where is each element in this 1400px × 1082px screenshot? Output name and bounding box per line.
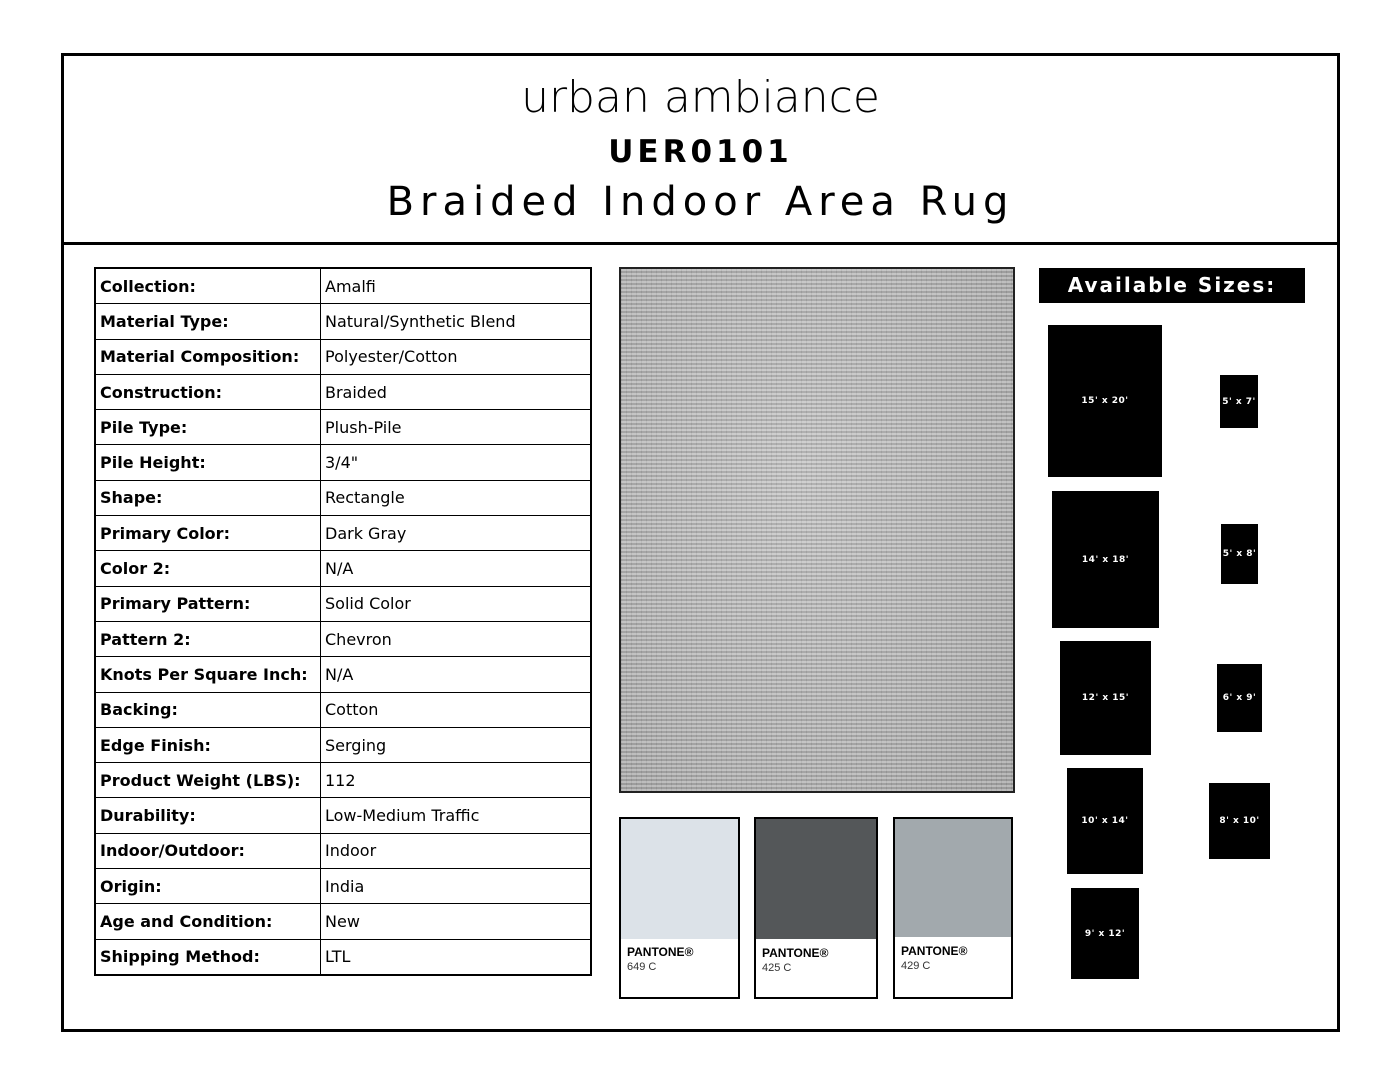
swatch-code: 429 C	[901, 960, 931, 972]
size-5x8: 5' x 8'	[1221, 524, 1258, 584]
spec-value: Cotton	[321, 692, 592, 727]
spec-value: N/A	[321, 657, 592, 692]
swatch-brand: PANTONE®	[762, 946, 829, 960]
available-sizes-title: Available Sizes:	[1039, 268, 1305, 303]
swatch-code: 649 C	[627, 961, 657, 973]
table-row	[95, 480, 591, 515]
size-6x9: 6' x 9'	[1217, 664, 1262, 732]
size-10x14: 10' x 14'	[1067, 768, 1143, 874]
spec-label: Shipping Method:	[95, 939, 321, 975]
spec-label: Pile Height:	[95, 445, 321, 480]
table-row	[95, 621, 591, 656]
spec-label: Material Composition:	[95, 339, 321, 374]
size-8x10: 8' x 10'	[1209, 783, 1270, 859]
table-row	[95, 374, 591, 409]
spec-label: Product Weight (LBS):	[95, 763, 321, 798]
spec-sheet-frame	[61, 53, 1340, 1032]
size-14x18: 14' x 18'	[1052, 491, 1159, 628]
table-row	[95, 727, 591, 762]
table-row	[95, 869, 591, 904]
table-row	[95, 657, 591, 692]
swatch-429c	[893, 817, 1013, 999]
table-row	[95, 445, 591, 480]
specs-table	[94, 267, 592, 976]
table-row	[95, 904, 591, 939]
spec-label: Primary Pattern:	[95, 586, 321, 621]
spec-value: Low-Medium Traffic	[321, 798, 592, 833]
swatch-color-chip	[756, 819, 876, 939]
spec-value: N/A	[321, 551, 592, 586]
spec-label: Knots Per Square Inch:	[95, 657, 321, 692]
spec-label: Color 2:	[95, 551, 321, 586]
spec-value: Plush-Pile	[321, 410, 592, 445]
table-row	[95, 798, 591, 833]
rug-image	[619, 267, 1015, 793]
swatch-color-chip	[895, 819, 1011, 937]
spec-label: Backing:	[95, 692, 321, 727]
spec-value: New	[321, 904, 592, 939]
spec-value: Natural/Synthetic Blend	[321, 304, 592, 339]
spec-label: Durability:	[95, 798, 321, 833]
spec-value: Dark Gray	[321, 516, 592, 551]
table-row	[95, 551, 591, 586]
spec-value: India	[321, 869, 592, 904]
table-row	[95, 268, 591, 304]
size-15x20: 15' x 20'	[1048, 325, 1162, 477]
spec-value: Serging	[321, 727, 592, 762]
size-5x7: 5' x 7'	[1220, 375, 1258, 428]
table-row	[95, 516, 591, 551]
size-12x15: 12' x 15'	[1060, 641, 1151, 755]
table-row	[95, 410, 591, 445]
spec-label: Material Type:	[95, 304, 321, 339]
spec-label: Age and Condition:	[95, 904, 321, 939]
product-name: Braided Indoor Area Rug	[386, 179, 1015, 225]
swatch-425c	[754, 817, 878, 999]
swatch-code: 425 C	[762, 962, 792, 974]
spec-label: Collection:	[95, 268, 321, 304]
spec-label: Origin:	[95, 869, 321, 904]
spec-label: Primary Color:	[95, 516, 321, 551]
table-row	[95, 304, 591, 339]
swatch-color-chip	[621, 819, 738, 939]
product-code: UER0101	[608, 134, 793, 170]
table-row	[95, 586, 591, 621]
table-row	[95, 939, 591, 975]
spec-label: Edge Finish:	[95, 727, 321, 762]
spec-value: Amalfi	[321, 268, 592, 304]
spec-value: Braided	[321, 374, 592, 409]
spec-value: LTL	[321, 939, 592, 975]
table-row	[95, 692, 591, 727]
table-row	[95, 763, 591, 798]
swatch-brand: PANTONE®	[627, 945, 694, 959]
spec-value: Polyester/Cotton	[321, 339, 592, 374]
table-row	[95, 833, 591, 868]
swatch-brand: PANTONE®	[901, 944, 968, 958]
spec-value: Chevron	[321, 621, 592, 656]
spec-label: Pattern 2:	[95, 621, 321, 656]
spec-value: Solid Color	[321, 586, 592, 621]
size-9x12: 9' x 12'	[1071, 888, 1139, 979]
table-row	[95, 339, 591, 374]
spec-value: 112	[321, 763, 592, 798]
header-divider	[64, 242, 1337, 245]
spec-value: Rectangle	[321, 480, 592, 515]
spec-label: Pile Type:	[95, 410, 321, 445]
spec-label: Construction:	[95, 374, 321, 409]
spec-label: Shape:	[95, 480, 321, 515]
spec-label: Indoor/Outdoor:	[95, 833, 321, 868]
spec-value: 3/4"	[321, 445, 592, 480]
swatch-649c	[619, 817, 740, 999]
spec-value: Indoor	[321, 833, 592, 868]
brand-name: urban ambiance	[521, 72, 880, 123]
